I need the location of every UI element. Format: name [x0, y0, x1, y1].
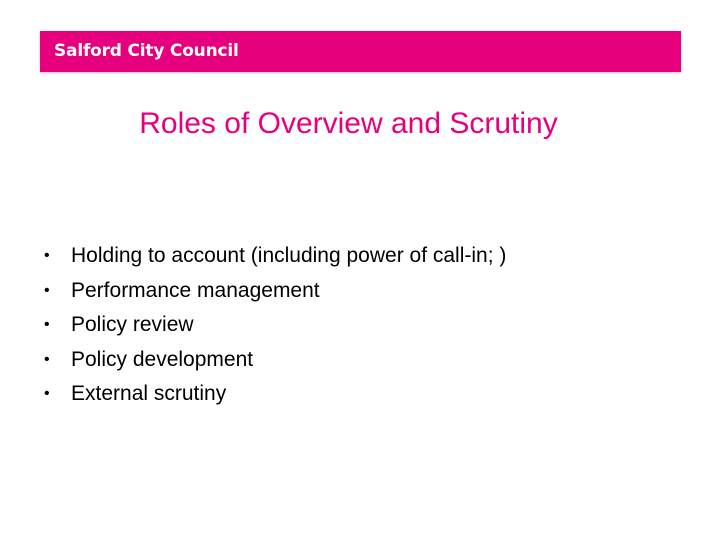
bullet-icon: • [44, 385, 50, 402]
slide-title: Roles of Overview and Scrutiny [139, 107, 558, 140]
bullet-icon: • [44, 281, 50, 299]
bullet-icon: • [44, 316, 50, 333]
bullet-icon: • [44, 247, 50, 264]
list-item-text: Holding to account (including power of call-in; ) [71, 244, 507, 267]
list-item-text: Performance management [71, 278, 320, 302]
bullet-icon: • [44, 350, 50, 368]
header-brand-bar [40, 31, 681, 72]
list-item-text: Policy development [71, 347, 254, 371]
list-item-text: External scrutiny [71, 382, 227, 405]
list-item-text: Policy review [71, 313, 194, 336]
organisation-logo-text: Salford City Council [54, 41, 239, 61]
